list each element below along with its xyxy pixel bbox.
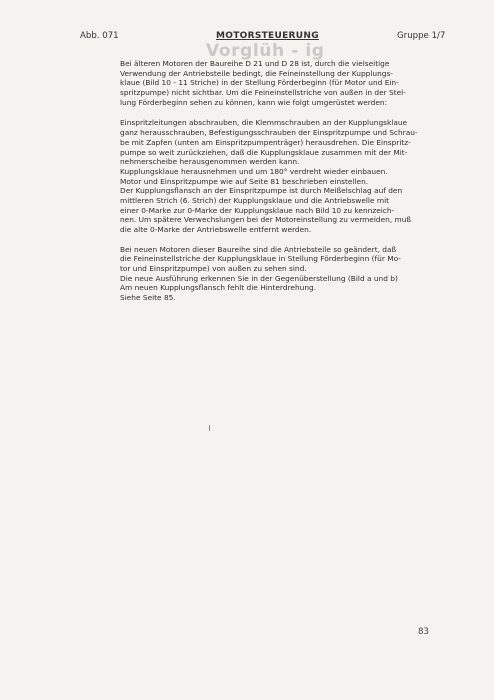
text-line: mittleren Strich (6. Strich) der Kupplungsklaue und die Antriebswelle mit [120, 195, 390, 205]
page-title: MOTORSTEUERUNG [216, 31, 319, 41]
document-body [120, 59, 442, 303]
text-line: einer 0-Marke zur 0-Marke der Kupplungsklaue nach Bild 10 zu kennzeich- [120, 205, 395, 215]
text-line: Verwendung der Antriebsteile bedingt, die Feineinstellung der Kupplungs- [120, 68, 393, 78]
text-line: ganz herausschrauben, Befestigungsschrauben der Einspritzpumpe und Schrau- [120, 128, 418, 138]
text-line: die alte 0-Marke der Antriebswelle entfernt werden. [120, 225, 312, 234]
text-line: spritzpumpe) nicht sichtbar. Um die Feineinstellstriche von außen in der Stel- [120, 88, 406, 98]
text-line: Die neue Ausführung erkennen Sie in der Gegenüberstellung (Bild a und b) [120, 273, 398, 283]
text-line: Bei neuen Motoren dieser Baureihe sind die Antriebsteile so geändert, daß [120, 244, 397, 254]
text-line: pumpe so weit zurückziehen, daß die Kupplungsklaue zusammen mit der Mit- [120, 147, 408, 157]
text-line: lung Förderbeginn sehen zu können, kann wie folgt umgerüstet werden: [120, 97, 388, 107]
paragraph [120, 118, 442, 234]
text-line: Einspritzleitungen abschrauben, die Klemmschrauben an der Kupplungsklaue [120, 118, 408, 128]
text-line: nehmerscheibe herausgenommen werden kann. [120, 157, 300, 167]
figure-reference: Abb. 071 [80, 31, 119, 41]
text-line: Bei älteren Motoren der Baureihe D 21 und D 28 ist, durch die vielseitige [120, 59, 390, 68]
text-line: Motor und Einspritzpumpe wie auf Seite 81 beschrieben einstellen. [120, 176, 369, 186]
text-line: nen. Um spätere Verwechslungen bei der Motoreinstellung zu vermeiden, muß [120, 215, 412, 225]
group-reference: Gruppe 1/7 [397, 31, 446, 41]
text-line: Der Kupplungsflansch an der Einspritzpumpe ist durch Meißelschlag auf den [120, 186, 403, 196]
text-line: Siehe Seite 85. [120, 293, 176, 303]
text-line: be mit Zapfen (unten am Einspritzpumpenträger) herausdrehen. Die Einspritz- [120, 137, 411, 147]
text-line: tor und Einspritzpumpe) von außen zu sehen sind. [120, 264, 307, 274]
scan-mark [209, 425, 210, 431]
paragraph [120, 245, 442, 303]
text-line: Am neuen Kupplungsflansch fehlt die Hinterdrehung. [120, 283, 317, 293]
page-number: 83 [418, 627, 429, 637]
watermark-text: Vorglüh - ig [206, 41, 325, 61]
text-line: klaue (Bild 10 - 11 Striche) in der Stellung Förderbeginn (für Motor und Ein- [120, 78, 399, 88]
paragraph-gap [120, 235, 442, 245]
text-line: Kupplungsklaue herausnehmen und um 180° verdreht wieder einbauen. [120, 166, 388, 176]
paragraph-gap [120, 107, 442, 118]
text-line: die Feineinstellstriche der Kupplungsklaue in Stellung Förderbeginn (für Mo- [120, 254, 401, 264]
paragraph [120, 59, 442, 107]
